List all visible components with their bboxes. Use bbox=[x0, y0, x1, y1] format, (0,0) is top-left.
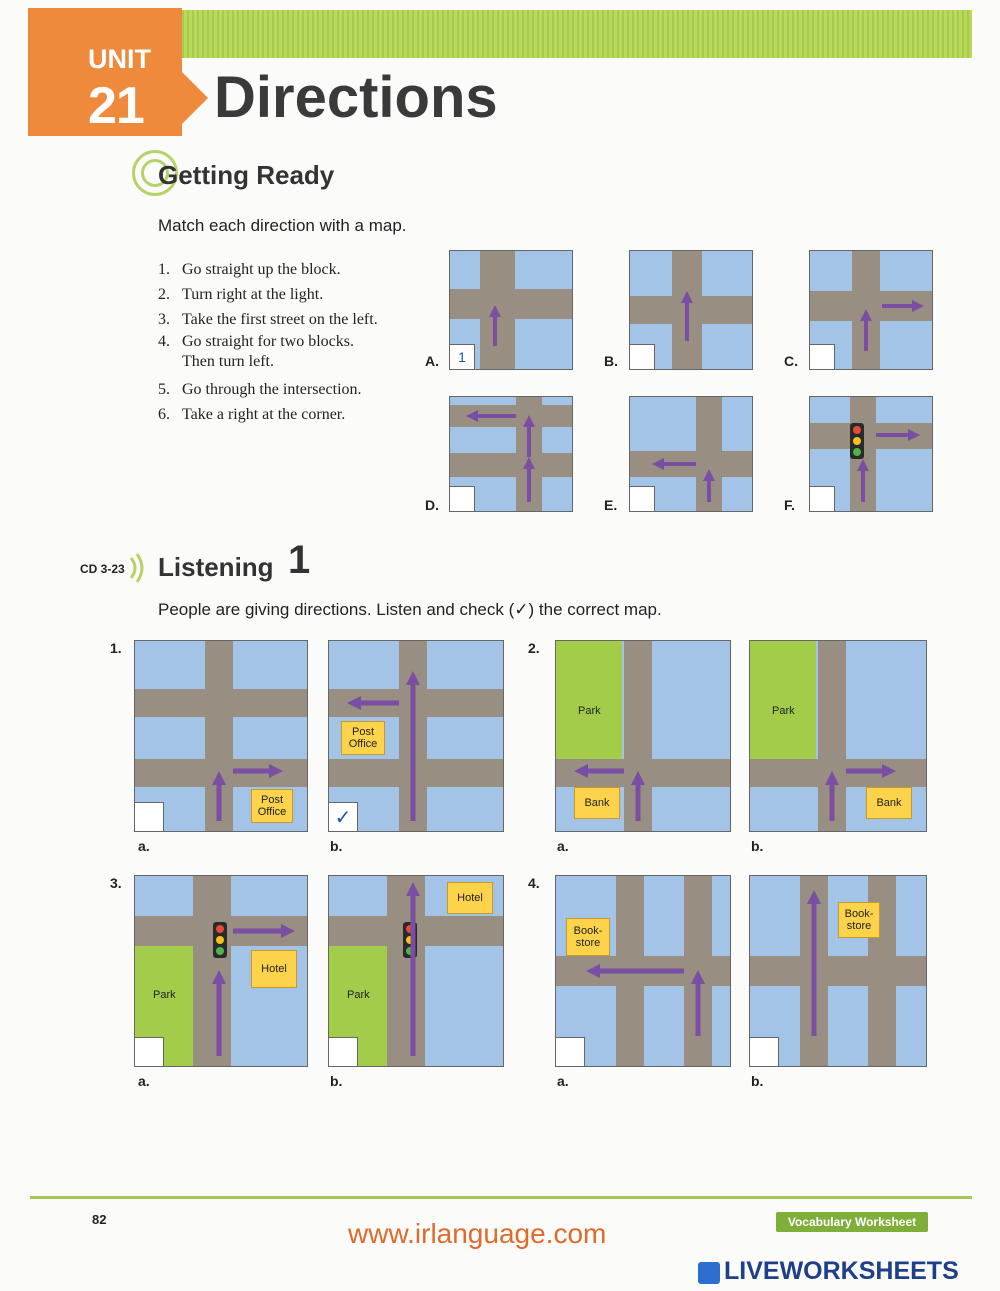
direction-list bbox=[158, 257, 382, 427]
option-label: a. bbox=[557, 1073, 569, 1089]
hotel-box: Hotel bbox=[251, 950, 297, 988]
bookstore-box: Book- store bbox=[838, 902, 880, 938]
map-letter: C. bbox=[784, 353, 798, 369]
option-label: a. bbox=[138, 1073, 150, 1089]
answer-box[interactable] bbox=[135, 1037, 164, 1066]
list-item: 6. Take a right at the corner. bbox=[158, 406, 346, 423]
question-number: 1. bbox=[110, 640, 122, 656]
question-number: 3. bbox=[110, 875, 122, 891]
map-c bbox=[809, 250, 933, 370]
hotel-box: Hotel bbox=[447, 882, 493, 914]
liveworksheets-logo[interactable]: LIVEWORKSHEETS bbox=[724, 1257, 959, 1285]
answer-checkbox[interactable]: ✓ bbox=[329, 802, 358, 831]
page-number: 82 bbox=[92, 1212, 107, 1227]
cd-track: CD 3-23 bbox=[80, 562, 125, 576]
answer-box[interactable] bbox=[450, 486, 475, 511]
option-label: b. bbox=[330, 1073, 343, 1089]
liveworksheets-logo-icon bbox=[698, 1262, 720, 1284]
map-a bbox=[449, 250, 573, 370]
option-label: b. bbox=[751, 838, 764, 854]
park-label: Park bbox=[153, 989, 176, 1001]
option-label: b. bbox=[751, 1073, 764, 1089]
bank-box: Bank bbox=[866, 787, 912, 819]
list-item: 5. Go through the intersection. bbox=[158, 381, 362, 398]
footer-divider bbox=[30, 1196, 972, 1199]
list-item: 3. Take the first street on the left. bbox=[158, 311, 378, 328]
map-2a bbox=[555, 640, 731, 832]
unit-label: UNIT bbox=[88, 44, 151, 74]
getting-ready-instruction: Match each direction with a map. bbox=[158, 216, 407, 235]
answer-box[interactable] bbox=[750, 1037, 779, 1066]
question-number: 4. bbox=[528, 875, 540, 891]
listening-number: 1 bbox=[288, 538, 311, 582]
answer-box[interactable] bbox=[630, 486, 655, 511]
map-f bbox=[809, 396, 933, 512]
answer-box[interactable] bbox=[556, 1037, 585, 1066]
park-label: Park bbox=[578, 705, 601, 717]
list-item: 2. Turn right at the light. bbox=[158, 286, 324, 303]
listening-instruction: People are giving directions. Listen and check (✓) the correct map. bbox=[158, 600, 662, 619]
post-office-box: Post Office bbox=[251, 789, 293, 823]
map-b bbox=[629, 250, 753, 370]
map-4b bbox=[749, 875, 927, 1067]
map-letter: B. bbox=[604, 353, 618, 369]
map-letter: E. bbox=[604, 497, 618, 513]
option-label: a. bbox=[138, 838, 150, 854]
map-letter: F. bbox=[784, 497, 795, 513]
answer-box[interactable] bbox=[135, 802, 164, 831]
unit-number: 21 bbox=[88, 77, 144, 135]
map-1a bbox=[134, 640, 308, 832]
map-2b bbox=[749, 640, 927, 832]
getting-ready-heading: Getting Ready bbox=[158, 160, 335, 190]
answer-box[interactable]: 1 bbox=[450, 344, 475, 369]
header-stripe bbox=[182, 10, 972, 58]
watermark-link[interactable]: www.irlanguage.com bbox=[348, 1218, 607, 1249]
map-d bbox=[449, 396, 573, 512]
map-4a bbox=[555, 875, 731, 1067]
park-label: Park bbox=[772, 705, 795, 717]
map-e bbox=[629, 396, 753, 512]
list-item: 4. Go straight for two blocks. Then turn left. bbox=[158, 333, 354, 370]
map-1b bbox=[328, 640, 504, 832]
option-label: a. bbox=[557, 838, 569, 854]
answer-box[interactable] bbox=[329, 1037, 358, 1066]
question-number: 2. bbox=[528, 640, 540, 656]
post-office-box: Post Office bbox=[341, 721, 385, 755]
map-3b bbox=[328, 875, 504, 1067]
option-label: b. bbox=[330, 838, 343, 854]
answer-box[interactable] bbox=[630, 344, 655, 369]
page-title: Directions bbox=[214, 65, 498, 130]
answer-box[interactable] bbox=[810, 486, 835, 511]
list-item: 1. Go straight up the block. bbox=[158, 261, 341, 278]
park-label: Park bbox=[347, 989, 370, 1001]
listening-heading: Listening bbox=[158, 552, 274, 582]
map-letter: D. bbox=[425, 497, 439, 513]
vocabulary-worksheet-tag: Vocabulary Worksheet bbox=[776, 1212, 928, 1232]
answer-box[interactable] bbox=[810, 344, 835, 369]
map-3a bbox=[134, 875, 308, 1067]
audio-icon bbox=[128, 552, 150, 584]
bookstore-box: Book- store bbox=[566, 918, 610, 956]
bank-box: Bank bbox=[574, 787, 620, 819]
map-letter: A. bbox=[425, 353, 439, 369]
